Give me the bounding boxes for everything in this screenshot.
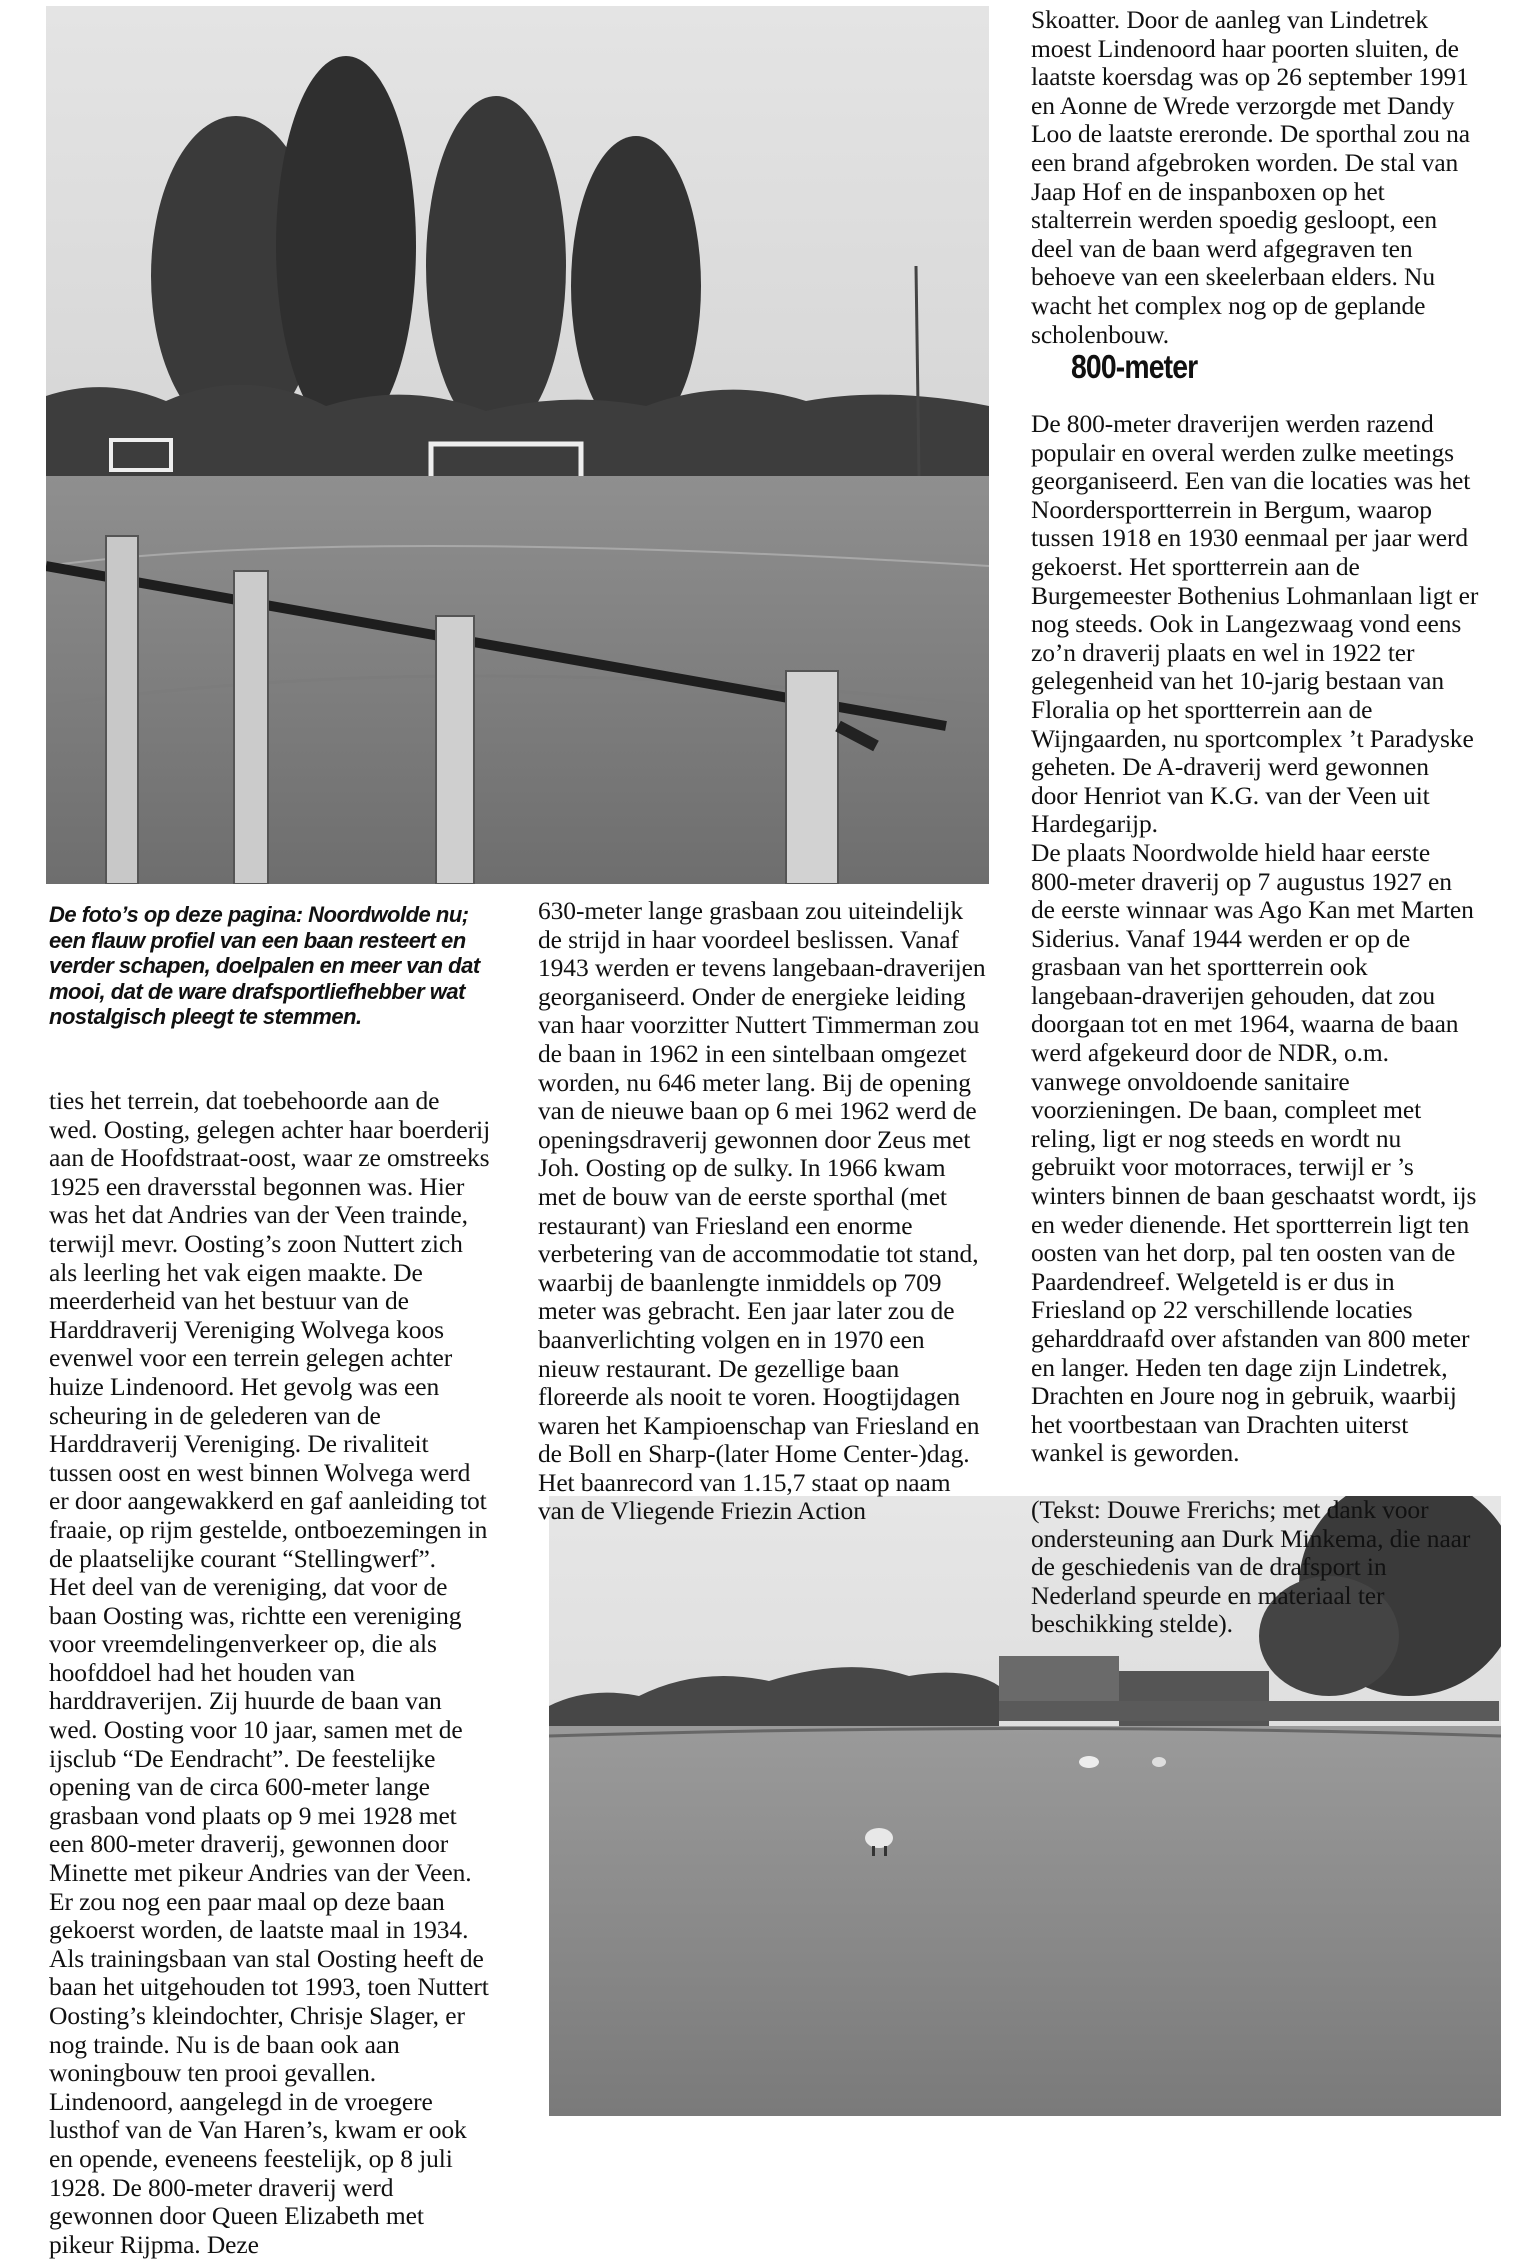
text-credit: (Tekst: Douwe Frerichs; met dank voor ondersteuning aan Durk Minkema, die naar de geschiedenis van de drafsport in Nederland speurde en materiaal ter beschikking stelde). (1031, 1494, 1471, 1639)
paragraph: ties het terrein, dat toebehoorde aan de wed. Oosting, gelegen achter haar boerderij aan de Hoofdstraat-oost, waar ze omstreeks 1925 een draversstal begonnen was. Hier was het dat Andries van der Veen trainde, terwijl mevr. Oosting’s zoon Nuttert zich als leerling het vak eigen maakte. De meerderheid van het bestuur van de Harddraverij Vereniging Wolvega koos evenwel voor een terrein gelegen achter huize Lindenoord. Het gevolg was een scheuring in de gelederen van de Harddraverij Vereniging. De rivaliteit tussen oost en west binnen Wolvega werd er door aangewakkerd en gaf aanleiding tot fraaie, op rijm gestelde, ontboezemingen in de plaatselijke courant “Stellingwerf”. (49, 1086, 491, 1573)
column-3-bottom (1031, 410, 1479, 1639)
paragraph: Skoatter. Door de aanleg van Lindetrek moest Lindenoord haar poorten sluiten, de laatste koersdag was op 26 september 1991 en Aonne de Wrede verzorgde met Dandy Loo de laatste ereronde. De sporthal zou na een brand afgebroken worden. De stal van Jaap Hof en de inspanboxen op het stalterrein werden spoedig gesloopt, een deel van de baan werd afgegraven ten behoeve van een skeelerbaan elders. Nu wacht het complex nog op de geplande scholenbouw. (1031, 5, 1470, 349)
column-1 (49, 1087, 492, 2259)
photo-field-with-fence (46, 6, 989, 884)
photo-field-with-fence-graphic (46, 6, 989, 884)
paragraph: Het deel van de vereniging, dat voor de baan Oosting was, richtte een vereniging voor vreemdelingenverkeer op, die als hoofddoel had het houden van harddraverijen. Zij huurde de baan van wed. Oosting voor 10 jaar, samen met de ijsclub “De Eendracht”. De feestelijke opening van de circa 600-meter lange grasbaan vond plaats op 9 mei 1928 met een 800-meter draverij, gewonnen door Minette met pikeur Andries van der Veen. Er zou nog een paar maal op deze baan gekoerst worden, de laatste maal in 1934. Als trainingsbaan van stal Oosting heeft de baan het uitgehouden tot 1993, toen Nuttert Oosting’s kleindochter, Chrisje Slager, er nog trainde. Nu is de baan ook aan woningbouw ten prooi gevallen. (49, 1572, 489, 2088)
paragraph: De 800-meter draverijen werden razend populair en overal werden zulke meetings georganiseerd. Een van die locaties was het Noordersportterrein in Bergum, waarop tussen 1918 en 1930 eenmaal per jaar werd gekoerst. Het sportterrein aan de Burgemeester Bothenius Lohmanlaan ligt er nog steeds. Ook in Langezwaag vond eens zo’n draverij plaats en wel in 1922 ter gelegenheid van het 10-jarig bestaan van Floralia op het sportterrein aan de Wijngaarden, nu sportcomplex ’t Paradyske geheten. De A-draverij werd gewonnen door Henriot van K.G. van der Veen uit Hardegarijp. (1031, 409, 1479, 839)
column-3-top (1031, 6, 1479, 349)
column-2 (538, 897, 986, 1526)
paragraph: De plaats Noordwolde hield haar eerste 800-meter draverij op 7 augustus 1927 en de eerste winnaar was Ago Kan met Marten Siderius. Vanaf 1944 werden er op de grasbaan van het sportterrein ook langebaan-draverijen gehouden, dat zou doorgaan tot en met 1964, waarna de baan werd afgekeurd door de NDR, o.m. vanwege onvoldoende sanitaire voorzieningen. De baan, compleet met reling, ligt er nog steeds en wordt nu gebruikt voor motorraces, terwijl er ’s winters binnen de baan geschaatst wordt, ijs en weder dienende. Het sportterrein ligt ten oosten van het dorp, pal ten oosten van de Paardendreef. Welgeteld is er dus in Friesland op 22 verschillende locaties geharddraafd over afstanden van 800 meter en langer. Heden ten dage zijn Lindetrek, Drachten en Joure nog in gebruik, waarbij het voortbestaan van Drachten uiterst wankel is geworden. (1031, 837, 1477, 1468)
section-heading: 800-meter (1071, 348, 1198, 385)
photo-caption: De foto’s op deze pagina: Noordwolde nu; een flauw profiel van een baan resteert en verder schapen, doelpalen en meer van dat mooi, dat de ware drafsportliefhebber wat nostalgisch pleegt te stemmen. (49, 902, 480, 1029)
paragraph: 630-meter lange grasbaan zou uiteindelijk de strijd in haar voordeel beslissen. Vanaf 1943 werden er tevens langebaan-draverijen georganiseerd. Onder de energieke leiding van haar voorzitter Nuttert Timmerman zou de baan in 1962 in een sintelbaan omgezet worden, nu 646 meter lang. Bij de opening van de nieuwe baan op 6 mei 1962 werd de openingsdraverij gewonnen door Zeus met Joh. Oosting op de sulky. In 1966 kwam met de bouw van de eerste sporthal (met restaurant) van Friesland een enorme verbetering van de accommodatie tot stand, waarbij de baanlengte inmiddels op 709 meter was gebracht. Een jaar later zou de baanverlichting volgen en in 1970 een nieuw restaurant. De gezellige baan floreerde als nooit te voren. Hoogtijdagen waren het Kampioenschap van Friesland en de Boll en Sharp-(later Home Center-)dag. Het baanrecord van 1.15,7 staat op naam van de Vliegende Friezin Action (538, 896, 986, 1526)
paragraph: Lindenoord, aangelegd in de vroegere lusthof van de Van Haren’s, kwam er ook en opende, eveneens feestelijk, op 8 juli 1928. De 800-meter draverij werd gewonnen door Queen Elizabeth met pikeur Rijpma. Deze (49, 2086, 467, 2259)
